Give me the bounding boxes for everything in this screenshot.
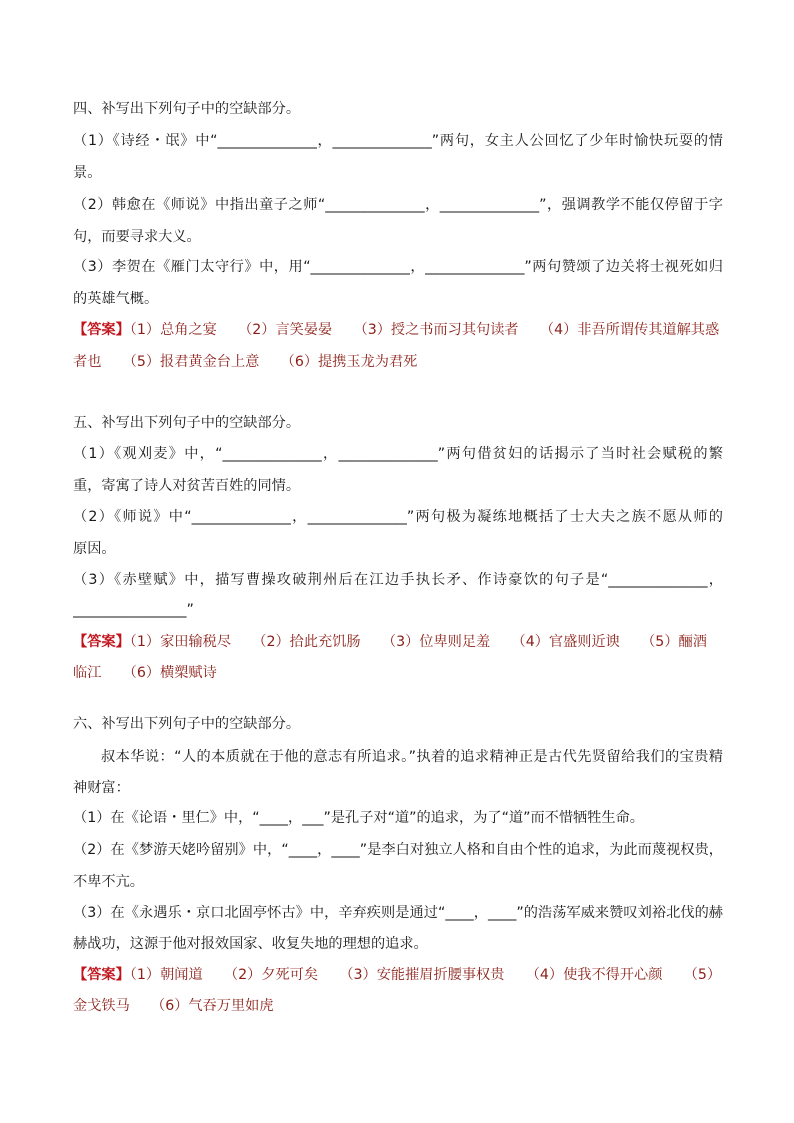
section-5-question-line: ________________”: [73, 602, 194, 618]
section-6-question-line: （2）在《梦游天姥吟留别》中，“____，____”是李白对独立人格和自由个性的追求，为此而蔑视权贵，: [73, 842, 723, 858]
section-5-question-line: 重，寄寓了诗人对贫苦百姓的同情。: [73, 478, 301, 494]
answer-text: （1）家田输税尽 （2）拾此充饥肠 （3）位卑则足羞 （4）官盛则近谀 （5）酾酒: [129, 634, 707, 650]
answer-tag: 【答案】: [73, 322, 130, 338]
section-6-question-line: 不卑不亢。: [73, 874, 144, 890]
section-4-question-line: （1）《诗经・氓》中“______________，______________”两句，女主人公回忆了少年时愉快玩耍的情: [73, 133, 723, 149]
section-6-answer-line: 金戈铁马 （6）气吞万里如虎: [73, 998, 274, 1014]
section-5-title: 五、补写出下列句子中的空缺部分。: [73, 415, 301, 431]
section-5-question-line: （2）《师说》中“______________，______________”两句极为凝练地概括了士大夫之族不愿从师的: [73, 509, 723, 525]
section-4-question-line: 句，而要寻求大义。: [73, 229, 201, 245]
section-6-question-line: （1）在《论语・里仁》中，“____，___”是孔子对“道”的追求，为了“道”而不惜牺牲生命。: [73, 810, 644, 826]
section-6-intro-line: 叔本华说：“人的本质就在于他的意志有所追求。”执着的追求精神正是古代先贤留给我们的宝贵精: [101, 749, 723, 765]
answer-tag: 【答案】: [73, 634, 130, 650]
section-5-answer-line: [73, 632, 723, 652]
section-4-answer-line: 者也 （5）报君黄金台上意 （6）提携玉龙为君死: [73, 354, 418, 370]
section-4-question-line: （2）韩愈在《师说》中指出童子之师“______________，______________”，强调教学不能仅停留于字: [73, 197, 723, 213]
section-5-question-line: 原因。: [73, 541, 116, 557]
section-6-intro-line: 神财富：: [73, 780, 130, 796]
section-5-question-line: （1）《观刈麦》中，“______________，______________”两句借贫妇的话揭示了当时社会赋税的繁: [73, 446, 723, 462]
section-6-question-line: 赫战功，这源于他对报效国家、收复失地的理想的追求。: [73, 936, 428, 952]
answer-text: （1）朝闻道 （2）夕死可矣 （3）安能摧眉折腰事权贵 （4）使我不得开心颜 （5）: [129, 967, 722, 983]
section-4-question-line: 景。: [73, 165, 102, 181]
section-6-answer-line: [73, 965, 723, 985]
answer-tag: 【答案】: [73, 967, 130, 983]
section-5-answer-line: 临江 （6）横槊赋诗: [73, 665, 217, 681]
section-6-title: 六、补写出下列句子中的空缺部分。: [73, 716, 301, 732]
section-5-question-line: （3）《赤壁赋》中，描写曹操攻破荆州后在江边手执长矛、作诗豪饮的句子是“______________，: [73, 572, 723, 588]
section-4-question-line: （3）李贺在《雁门太守行》中，用“______________，______________”两句赞颂了边关将士视死如归: [73, 259, 723, 275]
section-6-question-line: （3）在《永遇乐・京口北固亭怀古》中，辛弃疾则是通过“____，____”的浩荡军威来赞叹刘裕北伐的赫: [73, 905, 723, 921]
answer-text: （1）总角之宴 （2）言笑晏晏 （3）授之书而习其句读者 （4）非吾所谓传其道解其惑: [129, 322, 720, 338]
section-4-question-line: 的英雄气概。: [73, 291, 159, 307]
section-4-title: 四、补写出下列句子中的空缺部分。: [73, 101, 301, 117]
section-4-answer-line: [73, 320, 723, 340]
